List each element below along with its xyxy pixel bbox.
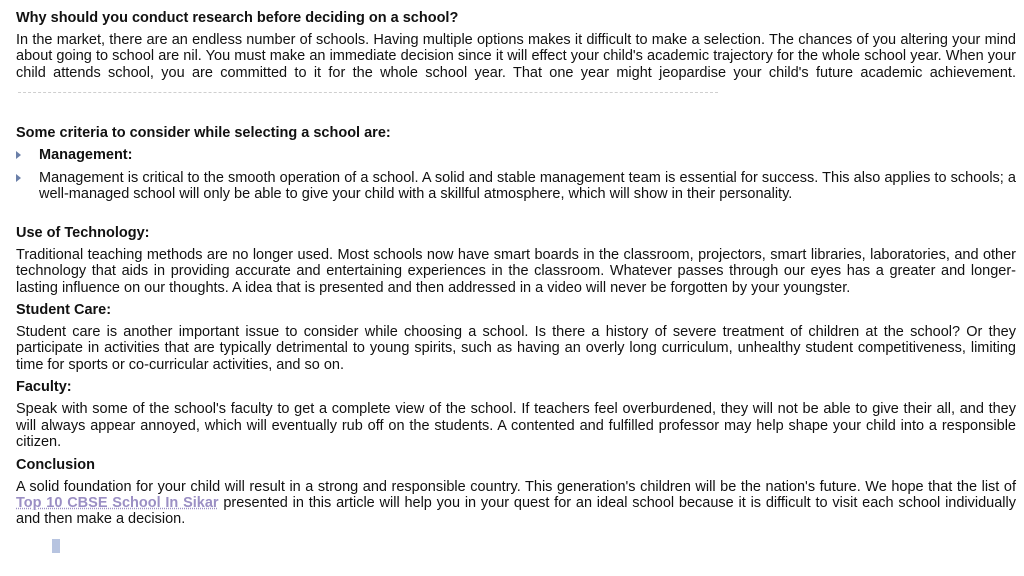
conclusion-text-before-link: A solid foundation for your child will result in a strong and responsible country. This generation's children will be the nation's future. We hope that the list of bbox=[16, 478, 1016, 495]
list-item bbox=[16, 147, 1016, 163]
list-item bbox=[16, 170, 1016, 203]
paragraph-student-care: Student care is another important issue to consider while choosing a school. Is there a history of severe treatment of children at the school? Or they participate in activities that are typically detrimental to young spirits, such as having an overly long curriculum, unhealthy student competitiveness, limiting time for sports or co-curricular activities, and so on. bbox=[16, 324, 1016, 373]
conclusion-text-after-link: presented in this article will help you in your quest for an ideal school because it is difficult to visit each school individually and then make a decision. bbox=[16, 494, 1016, 528]
dashed-divider bbox=[18, 92, 718, 93]
criteria-item-management-text: Management is critical to the smooth operation of a school. A solid and stable management team is essential for success. This also applies to schools; a well-managed school will only be able to give your child with a skillful atmosphere, which will show in their personality. bbox=[39, 170, 1016, 203]
heading-conclusion: Conclusion bbox=[16, 456, 95, 473]
heading-technology: Use of Technology: bbox=[16, 224, 150, 241]
paragraph-technology: Traditional teaching methods are no longer used. Most schools now have smart boards in the classroom, projectors, smart libraries, laboratories, and other technology that aids in providing accurate and entertaining experiences in the classroom. Whatever passes through our eyes has a greater and longer-lasting influence on our thoughts. A idea that is presented and then addressed in a video will never be forgotten by your youngster. bbox=[16, 246, 1016, 296]
criteria-list bbox=[16, 147, 1016, 203]
document-body bbox=[16, 9, 1016, 533]
triangle-bullet-icon bbox=[16, 174, 21, 182]
paragraph-research-text: In the market, there are an endless number of schools. Having multiple options makes it difficult to make a selection. The chances of you altering your mind about going to school are nil. You must make an immediate decision since it will effect your child's academic trajectory for the whole school year. When your child attends school, you are committed to it for the whole school year. That one year might jeopardise your child's future academic achievement. bbox=[16, 32, 1016, 81]
text-cursor-icon bbox=[52, 539, 60, 553]
top-10-cbse-school-link[interactable]: Top 10 CBSE School In Sikar bbox=[16, 494, 219, 511]
paragraph-conclusion bbox=[16, 479, 1016, 528]
heading-faculty: Faculty: bbox=[16, 379, 72, 396]
spacer bbox=[16, 210, 1016, 224]
paragraph-faculty: Speak with some of the school's faculty to get a complete view of the school. If teachers feel overburdened, they will not be able to give their all, and they will always appear annoyed, which will eventually rub off on the students. A contented and fulfilled professor may help shape your child into a responsible citizen. bbox=[16, 401, 1016, 451]
triangle-bullet-icon bbox=[16, 151, 21, 159]
heading-criteria: Some criteria to consider while selecting a school are: bbox=[16, 124, 391, 141]
paragraph-research bbox=[16, 32, 1016, 98]
criteria-item-management-title: Management: bbox=[39, 146, 133, 163]
heading-student-care: Student Care: bbox=[16, 302, 112, 319]
heading-research: Why should you conduct research before deciding on a school? bbox=[16, 10, 459, 26]
spacer bbox=[16, 103, 1016, 124]
